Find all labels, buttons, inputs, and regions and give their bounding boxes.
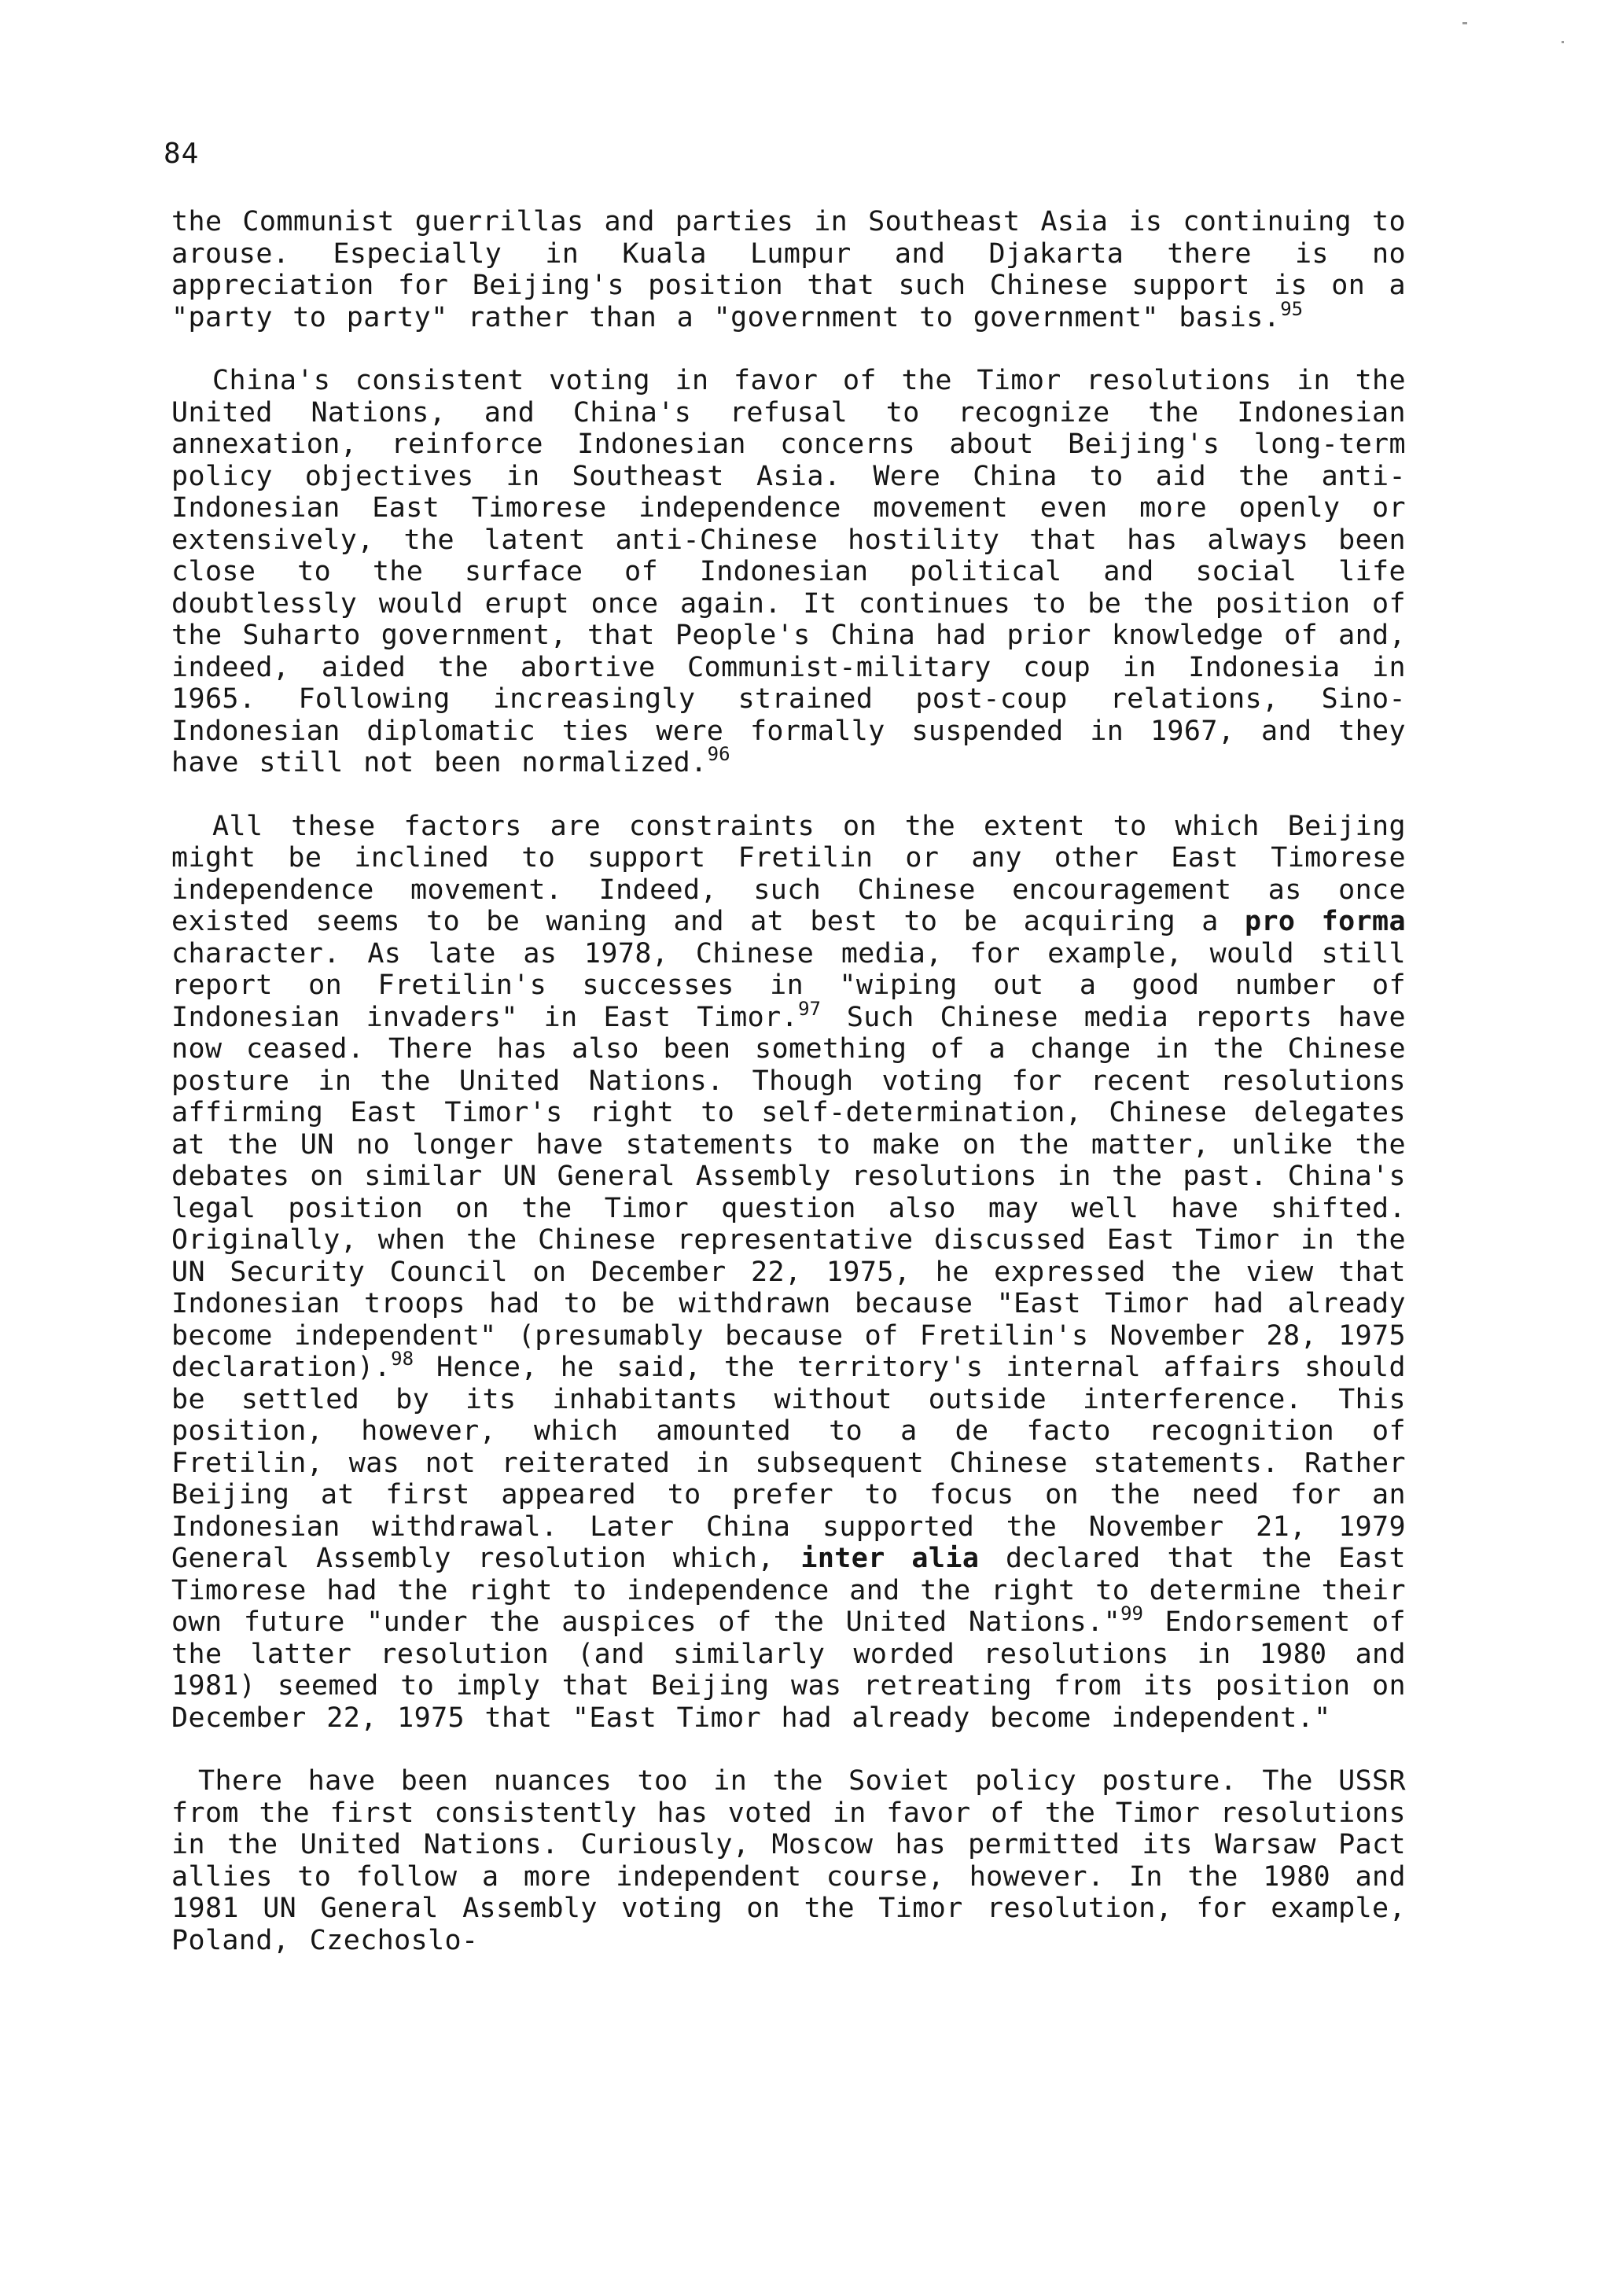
text-run: character. As late as 1978, Chinese media, for example, would still report on Fretilin's successes in "wiping out a good number of Indonesian invaders" in East Timor.	[171, 937, 1406, 1033]
text-run: Endorsement of the latter resolution (and similarly worded resolutions in 1980 and 1981) seemed to imply that Beijing was retreating from its position on December 22, 1975 that "East Timor had already become independent."	[171, 1606, 1406, 1734]
footnote-ref: 95	[1280, 297, 1304, 320]
footnote-ref: 98	[391, 1348, 414, 1370]
scan-speck	[1462, 22, 1467, 24]
emphasis-text: inter alia	[800, 1543, 980, 1574]
text-run: the Communist guerrillas and parties in Southeast Asia is continuing to arouse. Especially in Kuala Lumpur and Djakarta there is no appreciation for Beijing's position that such Chinese support is on a "party to party" rather than a "government to government" basis.	[171, 206, 1406, 333]
footnote-ref: 96	[707, 743, 730, 765]
paragraph	[171, 811, 1406, 1735]
emphasis-text: pro forma	[1244, 906, 1406, 937]
paragraph	[171, 206, 1406, 333]
paragraph	[171, 365, 1406, 779]
scan-speck	[1562, 41, 1564, 43]
text-run: All these factors are constraints on the extent to which Beijing might be inclined to support Fretilin or any other East Timorese independence movement. Indeed, such Chinese encouragement as once existed seems to be waning and at best to be acquiring a	[171, 810, 1406, 937]
text-run: declared that the East Timorese had the right to independence and the right to determine their own future "under the auspices of the United Nations."	[171, 1543, 1406, 1638]
footnote-ref: 99	[1120, 1602, 1144, 1624]
text-run: China's consistent voting in favor of the Timor resolutions in the United Nations, and China's refusal to recognize the Indonesian annexation, reinforce Indonesian concerns about Beijing's long-term policy objectives in Southeast Asia. Were China to aid the anti-Indonesian East Timorese independence movement even more openly or extensively, the latent anti-Chinese hostility that has always been close to the surface of Indonesian political and social life doubtlessly would erupt once again. It continues to be the position of the Suharto government, that People's China had prior knowledge of and, indeed, aided the abortive Communist-military coup in Indonesia in 1965. Following increasingly strained post-coup relations, Sino-Indonesian diplomatic ties were formally suspended in 1967, and they have still not been normalized.	[171, 365, 1406, 778]
paragraph	[171, 1765, 1406, 1956]
footnote-ref: 97	[798, 997, 821, 1020]
text-run: There have been nuances too in the Soviet policy posture. The USSR from the first consistently has voted in favor of the Timor resolutions in the United Nations. Curiously, Moscow has permitted its Warsaw Pact allies to follow a more independent course, however. In the 1980 and 1981 UN General Assembly voting on the Timor resolution, for example, Poland, Czechoslo-	[171, 1765, 1406, 1956]
page-number: 84	[164, 138, 200, 170]
text-run: Hence, he said, the territory's internal affairs should be settled by its inhabitants without outside interference. This position, however, which amounted to a de facto recognition of Fretilin, was not reiterated in subsequent Chinese statements. Rather Beijing at first appeared to prefer to focus on the need for an Indonesian withdrawal. Later China supported the November 21, 1979 General Assembly resolution which,	[171, 1352, 1406, 1574]
text-run: Such Chinese media reports have now ceased. There has also been something of a change in the Chinese posture in the United Nations. Though voting for recent resolutions affirming East Timor's right to self-determination, Chinese delegates at the UN no longer have statements to make on the matter, unlike the debates on similar UN General Assembly resolutions in the past. China's legal position on the Timor question also may well have shifted. Originally, when the Chinese representative discussed East Timor in the UN Security Council on December 22, 1975, he expressed the view that Indonesian troops had to be withdrawn because "East Timor had already become independent" (presumably because of Fretilin's November 28, 1975 declaration).	[171, 1001, 1406, 1383]
body-text	[171, 206, 1406, 1956]
